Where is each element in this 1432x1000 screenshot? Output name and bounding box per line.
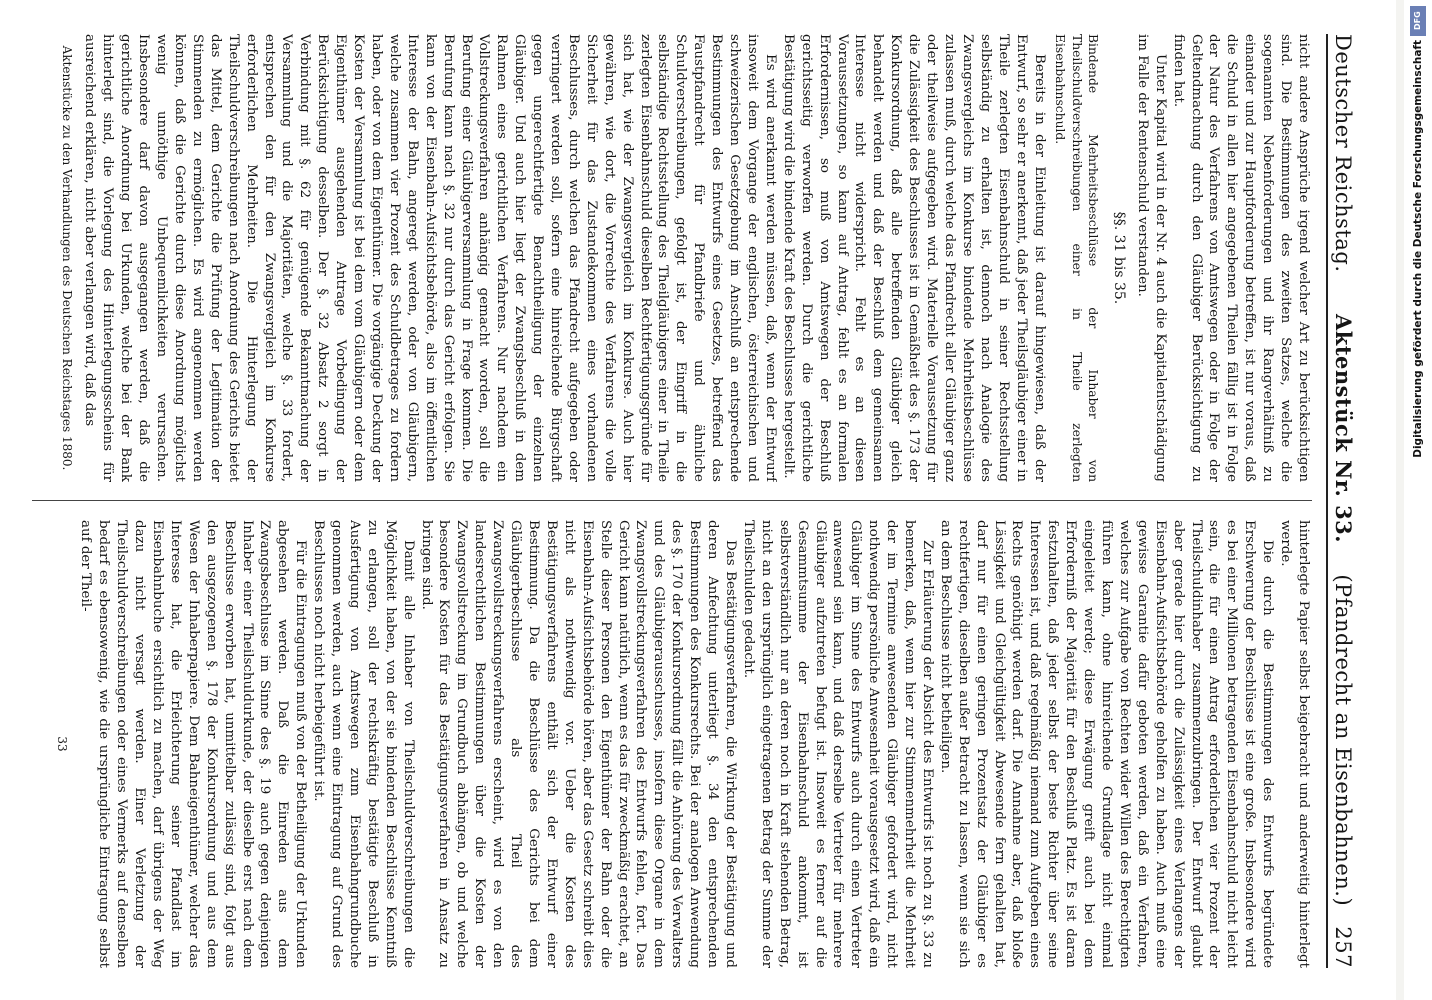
header-publication: Deutscher Reichstag. [1331,34,1355,273]
section-subheading: Bindende Mehrheitsbeschlüsse der Inhaber von Theilschuldverschreibungen einer in Theile zerlegten Eisenbahnschuld. [1053,34,1101,482]
paragraph: Damit alle Inhaber von Theilschuldverschreibungen die Möglichkeit haben, von der sie bindenden Beschlüsse Kenntniß zu erlangen, soll der rechtskräftig bestätigte Beschluß in Ausfertigung von Amtswegen zum Eisenbahngrundbuche genommen werden, auch wenn eine Eintragung auf Grund des Beschlusses noch nicht herbeigeführt ist. [311,520,416,968]
digitization-sidebar [1404,0,1432,1000]
paragraph: Das Bestätigungsverfahren, die Wirkung der Bestätigung und deren Anfechtung unterliegt §. 34 den entsprechenden Bestimmungen des Konkursrechts. Bei der analogen Anwendung des §. 170 der Konkursordnung fällt die Anhörung des Verwalters und des Gläubigerausschusses, insofern diese Organe in dem Zwangsvollstreckungsverfahren des Entwurfs fehlen, fort. Das Gericht kann natürlich, wenn es das für zweckmäßig erachtet, an Stelle dieser Personen den Eigenthümer der Bahn oder die Eisenbahn-Aufsichtsbehörde hören, aber das Gesetz schreibt dies nicht als nothwendig vor. Ueber die Kosten des Bestätigungsverfahrens enthält sich der Entwurf einer Bestimmung. Da die Beschlüsse des Gerichts bei dem Gläubigerbeschlusse als Theil des Zwangsvollstreckungsverfahrens erscheint, wird es von den landesrechtlichen Bestimmungen über die Kosten der Zwangsvollstreckung im Grundbuch abhängen, ob und welche besondere Kosten für das Bestätigungsverfahren in Ansatz zu bringen sind. [418,520,738,968]
page-header [1326,34,1358,968]
paragraph: Die durch die Bestimmungen des Entwurfs begründete Erschwerung der Beschlüsse ist eine große. Insbesondere wird es bei einer Millionen betragenden Eisenbahnschuld nicht leicht sein, die für einen Antrag erforderlichen vier Prozent der Theilschuldinhaber zusammenzubringen. Der Entwurf glaubt aber gerade hier durch die Zulässigkeit eines Verlangens der Eisenbahn-Aufsichtsbehörde geholfen zu haben. Auch muß eine gewisse Garantie dafür geboten werden, daß ein Verfahren, welches zur Aufgabe von Rechten wider Willen des Berechtigten führen kann, ohne hinreichende Grundlage nicht einmal eingeleitet werde; diese Erwägung greift auch bei dem Erforderniß der Majorität für den Beschluß Platz. Es ist daran festzuhalten, daß jeder selbst der beste Richter über seine Interessen ist, und daß regelmäßig niemand zum Aufgeben eines Rechts genöthigt werden darf. Die Annahme aber, daß bloße Lässigkeit und Gleichgültigkeit Abwesende fern gehalten hat, darf nur für einen geringen Prozentsatz der Gläubiger es rechtfertigen, dieselben außer Betracht zu lassen, wenn sie sich an dem Beschlusse nicht betheiligen. [937,520,1276,968]
header-document-label: Aktenstück Nr. 33. [1331,314,1356,544]
page-number: 257 [1331,926,1355,968]
signature-mark: 33 [55,736,70,752]
header-document-number [1328,314,1358,906]
dfg-logo: DFG [1410,6,1426,36]
section-heading: §§. 31 bis 35. [1110,211,1127,305]
paragraph: Es wird anerkannt werden müssen, daß, wenn der Entwurf insoweit dem Vorgange der englischen, österreichischen und schweizerischen Gesetzgebung im Anschluß an entsprechende Bestimmungen des Entwurfs eines Gesetzes, betreffend das Faustpfandrecht für Pfandbriefe und ähnliche Schuldverschreibungen, gefolgt ist, der Eingriff in die selbständige Rechtsstellung des Theilgläubigers einer in Theile zerlegten Eisenbahnschuld dieselben Rechtfertigungsgründe für sich hat, wie der Zwangsvergleich im Konkurse. Auch hier gewähren, wie dort, die Vorrechte des Verfahrens die volle Sicherheit für das Zustandekommen eines vorhandenen Beschlusses, durch welchen das Pfandrecht aufgegeben oder verringert werden soll, sofern eine hinreichende Bürgschaft gegen ungerechtfertigte Benachtheiligung der einzelnen Gläubiger. Und auch hier liegt der Zwangsbeschluß in dem Rahmen eines gerichtlichen Verfahrens. Nur nachdem ein Vollstreckungsverfahren anhängig gemacht worden, soll die Berufung einer Gläubigerversammlung in Frage kommen. Die Berufung kann nach §. 32 nur durch das Gericht erfolgen. Sie kann von der Eisenbahn-Aufsichtsbehörde, also im öffentlichen Interesse der Bahn, angeregt werden, oder von Gläubigern, welche zusammen vier Prozent des Schuldbetrages zu fordern haben, oder von dem Eigenthümer. Die vorgängige Deckung der Kosten der Versammlung ist bei dem vom Gläubigern oder dem Eigenthümer ausgehenden Antrage Vorbedingung der Berücksichtigung desselben. Der §. 32 Absatz 2 sorgt in Verbindung mit §. 62 für genügende Bekanntmachung der Versammlung und die Majoritäten, welche §. 33 fordert, entsprechen den für den Zwangsvergleich im Konkurse erforderlichen Mehrheiten. Die Hinterlegung der Theilschuldverschreibungen nach Anordnung des Gerichts bietet das Mittel, dem Gerichte die Prüfung der Legitimation der Stimmenden zu ermöglichen. Es wird angenommen werden können, daß die Gerichte durch diese Anordnung möglichst wenig unnöthige Unbequemlichkeiten verursachen. Insbesondere darf davon ausgegangen werden, daß die gerichtliche Anordnung bei Urkunden, welche bei der Bank hinterlegt sind, die Vorlegung des Hinterlegungsscheins für ausreichend erklären, nicht aber verlangen wird, daß das [82,34,778,482]
column-divider [32,500,1312,501]
paragraph: Für die Eintragungen muß von der Betheiligung der Urkunden abgesehen werden. Daß die Einreden aus dem Zwangsbeschlusse im Sinne des §. 19 auch gegen denjenigen Inhaber einer Theilschuldurkunde, der dieselbe erst nach dem Beschlusse erworben hat, unmittelbar zulässig sind, folgt aus den ausgezogenen §. 178 der Konkursordnung und aus dem Wesen der Inhaberpapiere. Dem Bahneigenthümer, welcher das Interesse hat, die Erleichterung seiner Pfandlast im Eisenbahnbuche ersichtlich zu machen, darf übrigens der Weg dazu nicht versagt werden. Einer Verletzung der Theilschuldverschreibungen oder eines Vermerks auf denselben bedarf es ebensowenig, wie die ursprüngliche Eintragung selbst auf der Theil- [78,520,309,968]
digitization-credit: Digitalisierung gefördert durch die Deutsche Forschungsgemeinschaft [1412,40,1424,458]
header-document-subject: (Pfandrecht an Eisenbahnen.) [1331,574,1355,907]
text-column-right [32,520,1312,968]
paragraph: nicht andere Ansprüche irgend welcher Art zu berücksichtigen sind. Die Bestimmungen des zweiten Satzes, welche die sogenannten Nebenforderungen und ihr Rangverhältniß zu einander und zur Hauptforderung betreffen, ist nur voraus, daß die Schuld in allen hier angegebenen Theilen fällig ist in Folge der Natur des Verfahrens von Amtswegen oder in Folge der Geltendmachung durch den Gläubiger Berücksichtigung zu finden hat. [1170,34,1311,482]
paragraph: Unter Kapital wird in der Nr. 4 auch die Kapitalentschädigung im Falle der Rentenschuld verstanden. [1134,34,1168,482]
page-footer-note: Aktenstücke zu den Verhandlungen des Deutschen Reichstages 1880. [59,45,74,471]
paragraph: Bereits in der Einleitung ist darauf hingewiesen, daß der Entwurf, so sehr er anerkennt, daß jeder Theilsgläubiger einer in Theile zerlegten Eisenbahnschuld in seiner Rechtsstellung selbständig zu erhalten ist, dennoch nach Analogie des Zwangsvergleichs im Konkurse bindende Mehrheitsbeschlüsse zulassen muß, durch welche das Pfandrecht aller Gläubiger ganz oder theilweise aufgegeben wird. Materielle Voraussetzung für die Zulässigkeit des Beschlusses ist in Gemäßheit des §. 173 der Konkursordnung, daß alle betreffenden Gläubiger gleich behandelt werden und daß der Beschluß dem gemeinsamen Interesse nicht widerspricht. Fehlt es an diesen Voraussetzungen, so kann auf Antrag, fehlt es an formalen Erfordernissen, so muß von Amtswegen der Beschluß gerichtsseitig verworfen werden. Durch die gerichtliche Bestätigung wird die bindende Kraft des Beschlusses hergestellt. [780,34,1047,482]
text-column-left [32,34,1312,482]
paragraph: hinterlegte Papier selbst beigebracht und anderweitig hinterlegt werde. [1278,520,1311,968]
paragraph: Zur Erläuterung der Absicht des Entwurfs ist noch zu §. 33 zu bemerken, daß, wenn hier zur Stimmenmehrheit die Mehrheit der im Termine anwesenden Gläubiger gefordert wird, nicht nothwendig persönliche Anwesenheit vorausgesetzt wird, daß ein Gläubiger im Sinne des Entwurfs auch durch einen Vertreter anwesend sein kann, und daß derselbe Vertreter für mehrere Gläubiger aufzutreten befugt ist. Insoweit es ferner auf die Gesammtsumme der Eisenbahnschuld ankommt, ist selbstverständlich nur an deren noch in Kraft stehenden Betrag, nicht an den ursprünglich eingetragenen Betrag der Summe der Theilschulden gedacht. [740,520,935,968]
